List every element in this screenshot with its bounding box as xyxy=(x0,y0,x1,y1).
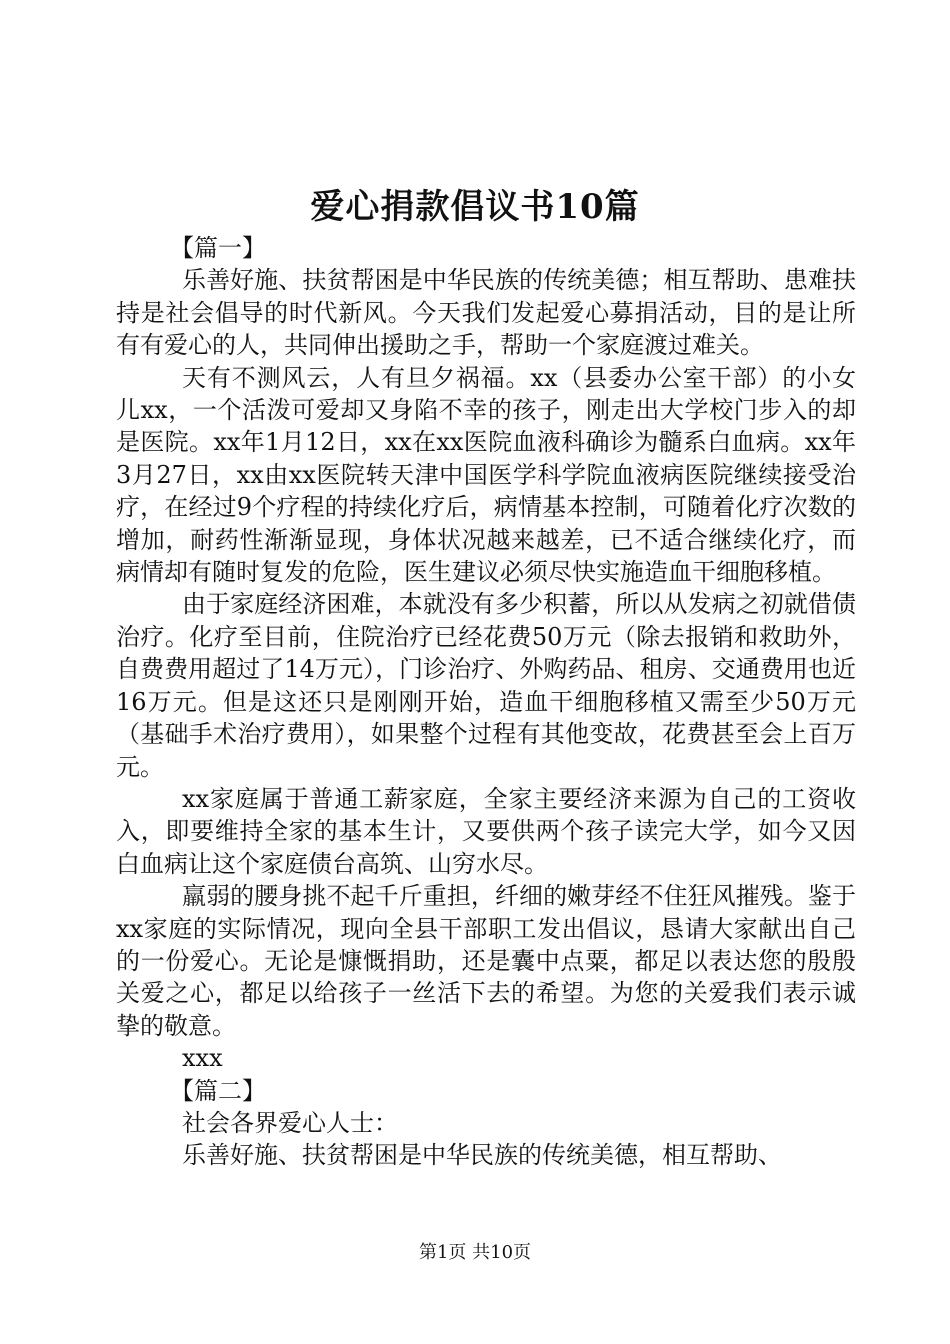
paragraph: 天有不测风云，人有旦夕祸福。xx（县委办公室干部）的小女儿xx，一个活泼可爱却又身陷不幸的孩子，刚走出大学校门步入的却是医院。xx年1月12日，xx在xx医院血液科确诊为髓系白血病。xx年3月27日，xx由xx医院转天津中国医学科学院血液病医院继续接受治疗，在经过9个疗程的持续化疗后，病情基本控制，可随着化疗次数的增加，耐药性渐渐显现，身体状况越来越差，已不适合继续化疗，而病情却有随时复发的危险，医生建议必须尽快实施造血干细胞移植。 xyxy=(116,363,856,587)
paragraph: xx家庭属于普通工薪家庭，全家主要经济来源为自己的工资收入，即要维持全家的基本生计，又要供两个孩子读完大学，如今又因白血病让这个家庭债台高筑、山穷水尽。 xyxy=(116,784,856,878)
section-heading-1: 【篇一】 xyxy=(170,234,266,262)
paragraph: 乐善好施、扶贫帮困是中华民族的传统美德，相互帮助、 xyxy=(182,1141,782,1170)
salutation: 社会各界爱心人士： xyxy=(182,1108,398,1137)
paragraph: 乐善好施、扶贫帮困是中华民族的传统美德；相互帮助、患难扶持是社会倡导的时代新风。今天我们发起爱心募捐活动，目的是让所有有爱心的人，共同伸出援助之手，帮助一个家庭渡过难关。 xyxy=(116,266,856,360)
paragraph: 由于家庭经济困难，本就没有多少积蓄，所以从发病之初就借债治疗。化疗至目前，住院治疗已经花费50万元（除去报销和救助外，自费费用超过了14万元），门诊治疗、外购药品、租房、交通费用也近16万元。但是这还只是刚刚开始，造血干细胞移植又需至少50万元（基础手术治疗费用），如果整个过程有其他变故，花费甚至会上百万元。 xyxy=(116,590,856,781)
page-number-footer: 第1页 共10页 xyxy=(418,1242,532,1263)
signature: xxx xyxy=(182,1044,223,1073)
section-heading-2: 【篇二】 xyxy=(170,1076,266,1105)
document-title: 爱心捐款倡议书10篇 xyxy=(310,187,640,227)
document-body xyxy=(116,232,856,1172)
paragraph: 羸弱的腰身挑不起千斤重担，纤细的嫩芽经不住狂风摧残。鉴于xx家庭的实际情况，现向全县干部职工发出倡议，恳请大家献出自己的一份爱心。无论是慷慨捐助，还是囊中点粟，都足以表达您的殷殷关爱之心，都足以给孩子一丝活下去的希望。为您的关爱我们表示诚挚的敬意。 xyxy=(116,882,856,1040)
